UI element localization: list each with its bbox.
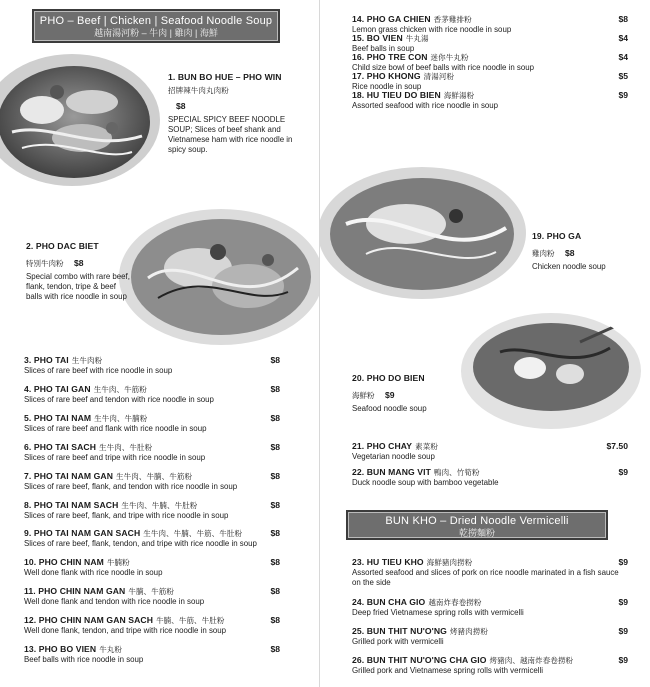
item-description: Grilled pork with vermicelli (352, 637, 444, 646)
section-title-chinese: 乾撈麵粉 (458, 528, 495, 538)
item-price: $5 (618, 71, 628, 82)
item-price: $8 (270, 412, 280, 423)
menu-item-8 (24, 500, 280, 521)
item-description: Deep fried Vietnamese spring rolls with vermicelli (352, 608, 524, 617)
menu-item-26 (352, 655, 628, 676)
menu-item-19: 19. PHO GA 雞肉粉 $8 Chicken noodle soup (532, 231, 606, 271)
item-price: $9 (618, 90, 628, 101)
item-name: 8. PHO TAI NAM SACH 生牛肉、牛腩、牛肚粉 (24, 499, 198, 510)
menu-item-20: 20. PHO DO BIEN 海鮮粉 $9 Seafood noodle soup (352, 373, 427, 413)
menu-item-21 (352, 441, 628, 462)
item-price: $8 (270, 644, 280, 654)
menu-item-17 (352, 71, 628, 92)
item-chinese-name: 牛腩、牛筋、牛肚粉 (156, 616, 225, 626)
item-name: 26. BUN THIT NU'O'NG CHA GIO 烤豬肉、越南炸春卷撈粉 (352, 655, 574, 665)
item-price: $8 (270, 470, 280, 481)
item-chinese-name: 生牛肉、牛腩粉 (94, 413, 148, 423)
menu-item-16 (352, 52, 628, 73)
menu-page-left (0, 0, 320, 687)
menu-item-1: 1. BUN BO HUE – PHO WIN 招牌辣牛肉丸肉粉 $8 SPECIAL SPICY BEEF NOODLE SOUP; Slices of beef shank and Vietnamese ham with rice noodle in spicy soup. (168, 72, 293, 154)
item-description: Slices of rare beef, flank, tendon, and tripe with rice noodle in soup (24, 539, 257, 549)
item-name: 4. PHO TAI GAN 生牛肉、牛筋粉 (24, 383, 147, 394)
item-chinese-name: 牛腩粉 (106, 558, 130, 568)
menu-item-5 (24, 413, 280, 434)
item-price: $9 (618, 597, 628, 607)
menu-item-14 (352, 14, 628, 35)
bun-kho-section-banner (346, 510, 608, 540)
item-chinese-name: 烤豬肉撈粉 (449, 627, 488, 636)
item-chinese-name: 海鮮豬肉撈粉 (426, 558, 473, 567)
item-description: Well done flank and tendon with rice noodle in soup (24, 597, 205, 607)
item-name: 3. PHO TAI 生牛肉粉 (24, 355, 103, 365)
item-price: $9 (618, 467, 628, 477)
item-price: $8 (270, 383, 280, 394)
menu-item-10 (24, 557, 280, 578)
item-price: $9 (618, 655, 628, 665)
section-title: PHO – Beef | Chicken | Seafood Noodle Soup (39, 15, 273, 27)
item-price: $8 (270, 499, 280, 510)
item-chinese-name: 清湯河粉 (423, 72, 455, 82)
item-chinese-name: 牛丸粉 (99, 645, 123, 654)
item-chinese-name: 素菜粉 (415, 442, 438, 451)
menu-item-13 (24, 644, 280, 665)
menu-item-12 (24, 615, 280, 636)
item-name: 22. BUN MANG VIT 鴨肉、竹筍粉 (352, 467, 480, 477)
item-price: $7.50 (606, 441, 628, 451)
item-name: 7. PHO TAI NAM GAN 生牛肉、牛腩、牛筋粉 (24, 470, 193, 481)
item-name: 15. BO VIEN 牛丸湯 (352, 33, 429, 44)
pho-do-bien-photo (460, 312, 642, 430)
menu-item-15 (352, 33, 628, 54)
item-name: 6. PHO TAI SACH 生牛肉、牛肚粉 (24, 441, 153, 452)
item-description: Assorted seafood and slices of pork on rice noodle marinated in a fish sauce on the side (352, 568, 619, 587)
item-description: Rice noodle in soup (352, 82, 422, 92)
menu-item-22 (352, 467, 628, 488)
menu-item-3 (24, 355, 280, 376)
item-chinese-name: 生牛肉粉 (71, 356, 103, 365)
item-description: Slices of rare beef and tripe with rice noodle in soup (24, 452, 206, 462)
item-name: 25. BUN THIT NU'O'NG 烤豬肉撈粉 (352, 626, 488, 636)
item-price: $8 (270, 557, 280, 568)
menu-item-2: 2. PHO DAC BIET 特別牛肉粉 $8 Special combo with rare beef, flank, tendon, tripe & beef balls with rice noodle in soup (26, 241, 130, 301)
item-price: $8 (270, 615, 280, 626)
item-name: 17. PHO KHONG 清湯河粉 (352, 71, 455, 82)
item-chinese-name: 生牛肉、牛腩、牛筋、牛肚粉 (143, 529, 243, 539)
item-chinese-name: 烤豬肉、越南炸春卷撈粉 (489, 656, 574, 665)
item-chinese-name: 生牛肉、牛筋粉 (93, 384, 147, 394)
item-description: Slices of rare beef, flank, and tripe with rice noodle in soup (24, 510, 229, 520)
menu-item-6 (24, 442, 280, 463)
item-description: Beef balls with rice noodle in soup (24, 655, 144, 664)
item-name: 12. PHO CHIN NAM GAN SACH 牛腩、牛筋、牛肚粉 (24, 615, 225, 626)
item-name: 5. PHO TAI NAM 生牛肉、牛腩粉 (24, 412, 148, 423)
item-description: Lemon grass chicken with rice noodle in soup (352, 25, 512, 34)
menu-item-4 (24, 384, 280, 405)
item-chinese-name: 海鮮湯粉 (443, 91, 475, 101)
item-description: Slices of rare beef and flank with rice noodle in soup (24, 423, 207, 433)
item-description: Grilled pork and Vietnamese spring rolls with vermicelli (352, 666, 544, 675)
item-name: 18. HU TIEU DO BIEN 海鮮湯粉 (352, 90, 475, 101)
pho-ga-photo (320, 164, 528, 302)
item-price: $4 (618, 52, 628, 63)
item-name: 21. PHO CHAY 素菜粉 (352, 441, 438, 451)
item-description: Child size bowl of beef balls with rice noodle in soup (352, 63, 535, 73)
item-chinese-name: 牛丸湯 (405, 34, 429, 44)
item-description: Beef balls in soup (352, 44, 415, 54)
item-description: Assorted seafood with rice noodle in soup (352, 101, 499, 111)
item-name: 10. PHO CHIN NAM 牛腩粉 (24, 557, 130, 568)
item-name: 14. PHO GA CHIEN 香茅雞排粉 (352, 14, 472, 24)
menu-item-24 (352, 597, 628, 618)
item-description: Well done flank with rice noodle in soup (24, 568, 163, 578)
menu-item-9 (24, 528, 280, 549)
item-chinese-name: 鴨肉、竹筍粉 (433, 468, 480, 477)
item-chinese-name: 越南炸春卷撈粉 (428, 598, 482, 607)
menu-item-11 (24, 586, 280, 607)
menu-item-18 (352, 90, 628, 111)
item-description: Well done flank, tendon, and tripe with rice noodle in soup (24, 626, 227, 636)
item-price: $8 (270, 528, 280, 539)
item-name: 13. PHO BO VIEN 牛丸粉 (24, 644, 123, 654)
item-description: Slices of rare beef with rice noodle in soup (24, 366, 173, 375)
item-description: Duck noodle soup with bamboo vegetable (352, 478, 499, 487)
section-title-chinese: 越南湯河粉 – 牛肉 | 雞肉 | 海鮮 (94, 28, 218, 38)
item-price: $8 (618, 14, 628, 24)
item-description: Slices of rare beef, flank, and tendon with rice noodle in soup (24, 481, 238, 491)
item-price: $8 (270, 441, 280, 452)
item-name: 16. PHO TRE CON 迷你牛丸粉 (352, 52, 469, 63)
item-price: $9 (618, 557, 628, 567)
item-chinese-name: 生牛肉、牛腩、牛筋粉 (116, 471, 193, 481)
item-chinese-name: 牛腩、牛筋粉 (128, 587, 174, 597)
item-price: $9 (618, 626, 628, 636)
item-chinese-name: 香茅雞排粉 (433, 15, 472, 24)
pho-section-banner (32, 9, 280, 43)
section-title: BUN KHO – Dried Noodle Vermicelli (385, 515, 569, 527)
pho-dac-biet-photo (118, 208, 320, 346)
menu-item-25 (352, 626, 628, 647)
item-chinese-name: 生牛肉、牛腩、牛肚粉 (121, 500, 198, 510)
item-chinese-name: 迷你牛丸粉 (430, 53, 469, 63)
menu-page-right (320, 0, 650, 687)
item-name: 24. BUN CHA GIO 越南炸春卷撈粉 (352, 597, 482, 607)
item-description: Slices of rare beef and tendon with rice noodle in soup (24, 394, 214, 404)
menu-item-23 (352, 557, 628, 588)
item-name: 23. HU TIEU KHO 海鮮豬肉撈粉 (352, 557, 473, 567)
bun-bo-hue-photo (0, 52, 162, 188)
menu-item-7 (24, 471, 280, 492)
item-chinese-name: 生牛肉、牛肚粉 (99, 442, 153, 452)
item-price: $4 (618, 33, 628, 44)
item-price: $8 (270, 355, 280, 365)
item-name: 9. PHO TAI NAM GAN SACH 生牛肉、牛腩、牛筋、牛肚粉 (24, 528, 243, 539)
item-name: 11. PHO CHIN NAM GAN 牛腩、牛筋粉 (24, 586, 174, 597)
item-price: $8 (270, 586, 280, 597)
item-description: Vegetarian noodle soup (352, 452, 435, 461)
